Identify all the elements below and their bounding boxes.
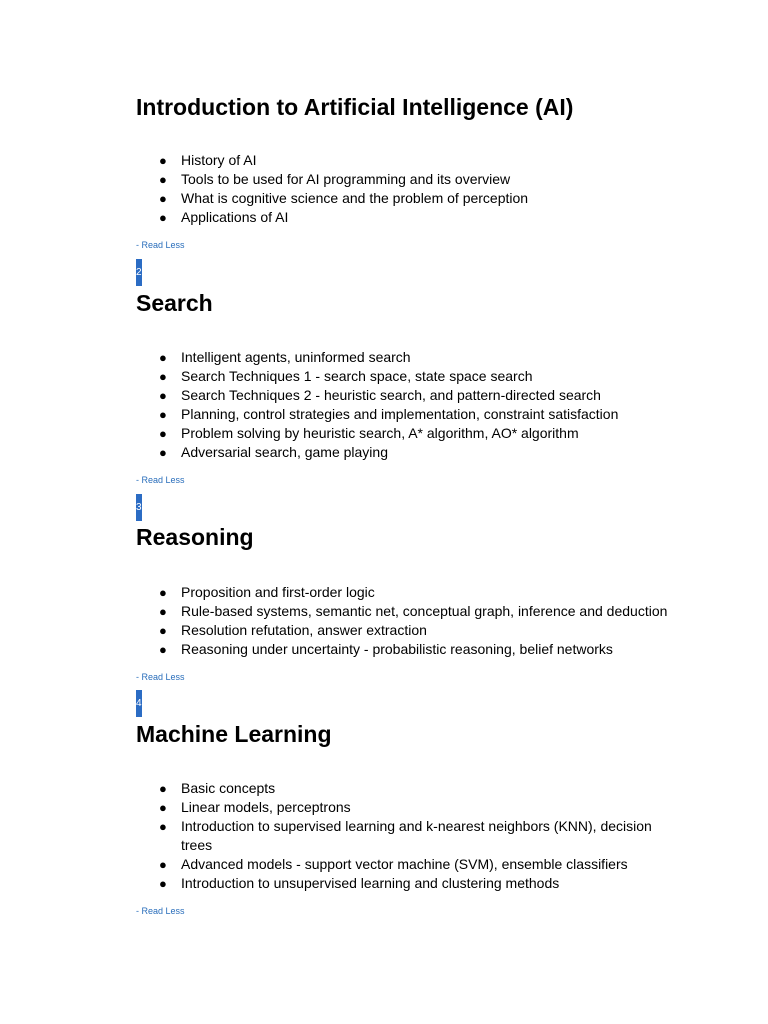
bullet-icon: ● xyxy=(159,819,167,834)
bullet-icon: ● xyxy=(159,623,167,638)
section-title-search: Search xyxy=(136,290,213,316)
list-item: ● Planning, control strategies and implementation, constraint satisfaction xyxy=(159,406,619,422)
list-item: ● Proposition and first-order logic xyxy=(159,584,375,600)
list-item: ● Basic concepts xyxy=(159,780,276,796)
section-number-badge: 2 xyxy=(136,259,142,286)
bullet-icon: ● xyxy=(159,445,167,460)
bullet-icon: ● xyxy=(159,407,167,422)
list-item: ● Introduction to unsupervised learning and clustering methods xyxy=(159,875,560,891)
bullet-icon: ● xyxy=(159,642,167,657)
section-title-intro: Introduction to Artificial Intelligence (AI) xyxy=(136,94,574,120)
bullet-icon: ● xyxy=(159,210,167,225)
list-item: ● Reasoning under uncertainty - probabilistic reasoning, belief networks xyxy=(159,641,613,657)
list-item: ● Advanced models - support vector machine (SVM), ensemble classifiers xyxy=(159,856,628,872)
bullet-icon: ● xyxy=(159,876,167,891)
bullet-icon: ● xyxy=(159,369,167,384)
bullet-icon: ● xyxy=(159,172,167,187)
bullet-icon: ● xyxy=(159,388,167,403)
list-item: ● Search Techniques 1 - search space, state space search xyxy=(159,368,533,384)
bullet-icon: ● xyxy=(159,191,167,206)
bullet-icon: ● xyxy=(159,585,167,600)
list-item: ● Tools to be used for AI programming and its overview xyxy=(159,171,511,187)
section-number-badge: 4 xyxy=(136,690,142,717)
read-less-link[interactable]: - Read Less xyxy=(136,475,185,485)
list-item: ● Adversarial search, game playing xyxy=(159,444,388,460)
list-item: ● Applications of AI xyxy=(159,209,289,225)
list-item: ● Linear models, perceptrons xyxy=(159,799,351,815)
section-title-machine-learning: Machine Learning xyxy=(136,721,332,747)
list-item: ● Rule-based systems, semantic net, conceptual graph, inference and deduction xyxy=(159,603,668,619)
bullet-icon: ● xyxy=(159,604,167,619)
bullet-icon: ● xyxy=(159,800,167,815)
read-less-link[interactable]: - Read Less xyxy=(136,906,185,916)
read-less-link[interactable]: - Read Less xyxy=(136,672,185,682)
read-less-link[interactable]: - Read Less xyxy=(136,240,185,250)
list-item: ● Resolution refutation, answer extraction xyxy=(159,622,427,638)
bullet-icon: ● xyxy=(159,153,167,168)
list-item: ● Problem solving by heuristic search, A* algorithm, AO* algorithm xyxy=(159,425,579,441)
bullet-icon: ● xyxy=(159,350,167,365)
bullet-list-machine-learning xyxy=(136,779,676,893)
bullet-icon: ● xyxy=(159,781,167,796)
list-item: ● Introduction to supervised learning and k-nearest neighbors (KNN), decision trees xyxy=(159,818,652,853)
section-number-badge: 3 xyxy=(136,494,142,521)
bullet-list-search xyxy=(136,348,676,462)
bullet-list-intro xyxy=(136,151,676,227)
list-item: ● History of AI xyxy=(159,152,257,168)
bullet-icon: ● xyxy=(159,857,167,872)
section-title-reasoning: Reasoning xyxy=(136,524,254,550)
bullet-list-reasoning xyxy=(136,583,676,659)
list-item: ● Intelligent agents, uninformed search xyxy=(159,349,411,365)
bullet-icon: ● xyxy=(159,426,167,441)
list-item: ● What is cognitive science and the problem of perception xyxy=(159,190,529,206)
list-item: ● Search Techniques 2 - heuristic search, and pattern-directed search xyxy=(159,387,601,403)
